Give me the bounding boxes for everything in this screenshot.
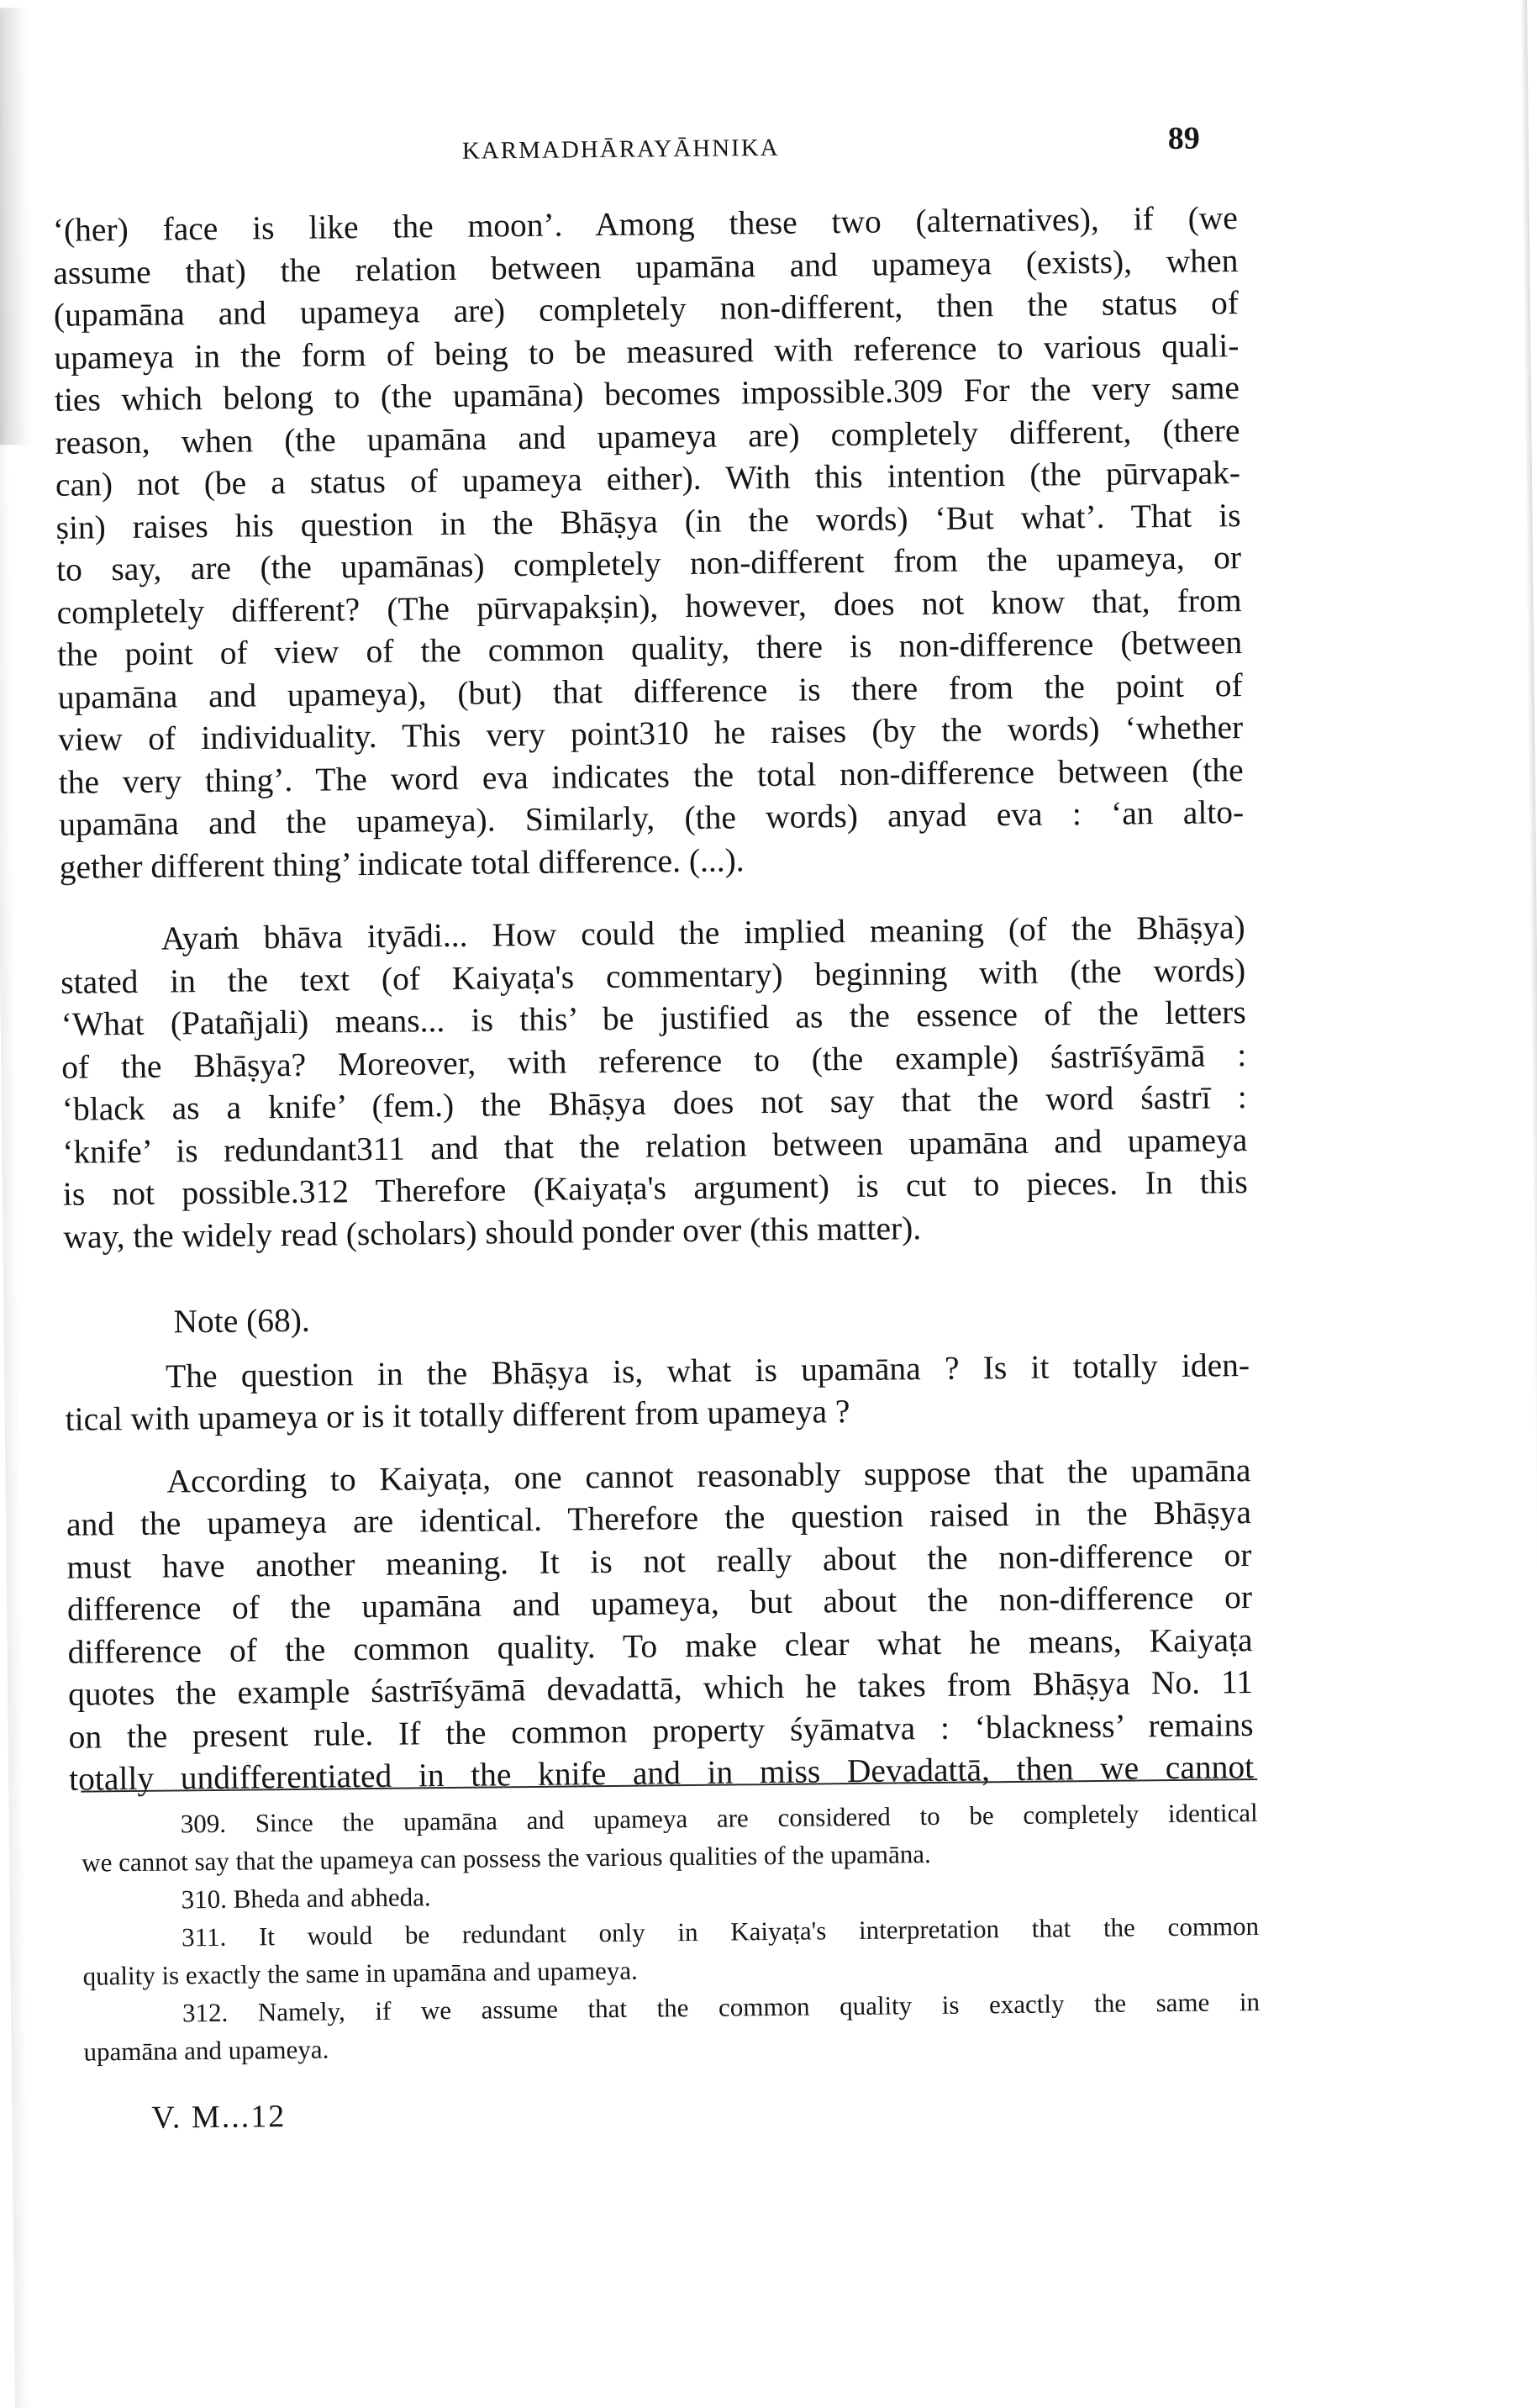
footnote-line: 309. Since the upamāna and upameya are considered to be completely identical bbox=[180, 1797, 1258, 1839]
footnote-line: 310. Bheda and abheda. bbox=[181, 1882, 431, 1915]
footnote-line: we cannot say that the upameya can possess the various qualities of the upamāna. bbox=[82, 1839, 931, 1878]
main-text bbox=[53, 197, 1255, 1800]
text-line: assume that) the relation between upamāna and upameya (exists), when bbox=[53, 241, 1239, 292]
text-line: ‘black as a knife’ (fem.) the Bhāṣya does not say that the word śastrī : bbox=[61, 1078, 1247, 1128]
text-line: ‘(her) face is like the moon’. Among these two (alternatives), if (we bbox=[52, 199, 1239, 249]
footnotes bbox=[81, 1794, 1260, 2071]
text-line: upamāna and the upameya). Similarly, (the words) anyad eva : ‘an alto- bbox=[59, 793, 1245, 843]
paragraph-4 bbox=[66, 1449, 1254, 1801]
text-line: tical with upameya or is it totally different from upameya ? bbox=[65, 1393, 850, 1438]
footnote-309 bbox=[81, 1794, 1258, 1882]
text-line: upamāna and upameya), (but) that difference is there from the point of bbox=[57, 666, 1243, 716]
running-head: KARMADHĀRAYĀHNIKA bbox=[461, 134, 780, 165]
footnote-311 bbox=[82, 1907, 1260, 1995]
text-line: difference of the common quality. To make clear what he means, Kaiyaṭa bbox=[67, 1620, 1253, 1671]
footnote-line: 311. It would be redundant only in Kaiyaṭa's interpretation that the common bbox=[181, 1910, 1260, 1952]
scan-shadow-left bbox=[0, 8, 34, 445]
note-heading: Note (68). bbox=[173, 1301, 311, 1341]
text-line: totally undifferentiated in the knife and in miss Devadattā, then we cannot bbox=[68, 1748, 1255, 1798]
text-line: ‘knife’ is redundant311 and that the relation between upamāna and upameya bbox=[62, 1120, 1248, 1171]
text-line: ‘What (Patañjali) means... is this’ be justified as the essence of the letters bbox=[61, 993, 1246, 1043]
text-line: and the upameya are identical. Therefore the question raised in the Bhāṣya bbox=[66, 1494, 1252, 1543]
page-number: 89 bbox=[1167, 120, 1201, 156]
paragraph-2 bbox=[60, 906, 1248, 1258]
footnote-line: 312. Namely, if we assume that the common quality is exactly the same in bbox=[182, 1986, 1261, 2028]
text-line: reason, when (the upamāna and upameya are) completely different, (there bbox=[55, 411, 1240, 461]
paragraph-1 bbox=[53, 197, 1245, 888]
text-line: completely different? (The pūrvapakṣin), however, does not know that, from bbox=[56, 581, 1242, 631]
text-line: the very thing’. The word eva indicates the total non-difference between (the bbox=[58, 751, 1244, 801]
text-line: on the present rule. If the common property śyāmatva : ‘blackness’ remains bbox=[68, 1705, 1254, 1756]
text-line: stated in the text (of Kaiyaṭa's commentary) beginning with (the words) bbox=[60, 951, 1246, 1001]
text-line: can) not (be a status of upameya either). With this intention (the pūrvapak- bbox=[55, 454, 1241, 503]
text-line: The question in the Bhāṣya is, what is upamāna ? Is it totally iden- bbox=[165, 1346, 1250, 1395]
signature-mark: V. M...12 bbox=[151, 2099, 287, 2136]
paragraph-3 bbox=[65, 1344, 1250, 1441]
text-line: of the Bhāṣya? Moreover, with reference to (the example) śastrīśyāmā : bbox=[61, 1035, 1247, 1086]
footnote-312 bbox=[83, 1983, 1261, 2071]
text-line: gether different thing’ indicate total difference. (...). bbox=[59, 840, 745, 886]
text-line: According to Kaiyaṭa, one cannot reasonably suppose that the upamāna bbox=[166, 1451, 1251, 1500]
scan-shadow-left-lower bbox=[0, 445, 30, 2408]
text-line: ṣin) raises his question in the Bhāṣya (in the words) ‘But what’. That is bbox=[55, 496, 1241, 546]
text-line: to say, are (the upamānas) completely non-different from the upameya, or bbox=[55, 539, 1242, 588]
text-line: quotes the example śastrīśyāmā devadattā, which he takes from Bhāṣya No. 11 bbox=[67, 1663, 1254, 1713]
text-line: way, the widely read (scholars) should ponder over (this matter). bbox=[63, 1209, 922, 1256]
text-line: view of individuality. This very point310 he raises (by the words) ‘whether bbox=[57, 709, 1244, 758]
text-line: must have another meaning. It is not really about the non-difference or bbox=[66, 1536, 1252, 1586]
footnote-line: upamāna and upameya. bbox=[83, 2034, 329, 2067]
text-line: is not possible.312 Therefore (Kaiyaṭa's argument) is cut to pieces. In this bbox=[62, 1163, 1249, 1213]
text-line: ties which belong to (the upamāna) becomes impossible.309 For the very same bbox=[54, 369, 1240, 419]
text-line: Ayaṁ bhāva ityādi... How could the implied meaning (of the Bhāṣya) bbox=[161, 909, 1245, 957]
text-line: difference of the upamāna and upameya, but about the non-difference or bbox=[66, 1578, 1253, 1628]
footnote-line: quality is exactly the same in upamāna and upameya. bbox=[82, 1955, 639, 1991]
text-line: (upamāna and upameya are) completely non-different, then the status of bbox=[53, 284, 1240, 334]
text-line: the point of view of the common quality, there is non-difference (between bbox=[56, 624, 1243, 673]
scan-shadow-right bbox=[1520, 0, 1537, 2392]
text-line: upameya in the form of being to be measured with reference to various quali- bbox=[54, 326, 1240, 377]
